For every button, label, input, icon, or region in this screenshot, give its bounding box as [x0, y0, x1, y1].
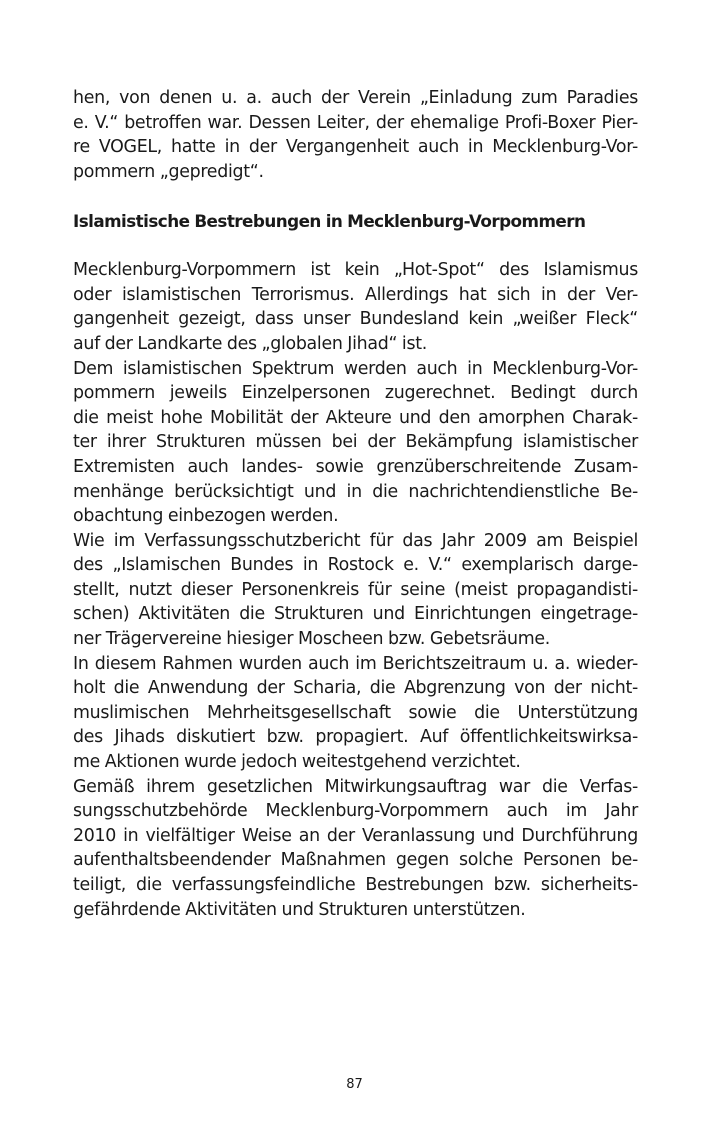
- paragraph-5: [73, 775, 638, 923]
- text-line: Gemäß ihrem gesetzlichen Mitwirkungsauftrag war die Verfas-: [73, 776, 638, 797]
- paragraph-4: [73, 652, 638, 775]
- text-line: schen) Aktivitäten die Strukturen und Einrichtungen eingetrage-: [73, 604, 638, 625]
- intro-paragraph: [73, 86, 638, 184]
- text-line: In diesem Rahmen wurden auch im Berichtszeitraum u. a. wieder-: [73, 653, 638, 674]
- text-line: re VOGEL, hatte in der Vergangenheit auch in Mecklenburg-Vor-: [73, 137, 638, 158]
- text-line: me Aktionen wurde jedoch weitestgehend verzichtet.: [73, 752, 521, 773]
- paragraph-3: [73, 529, 638, 652]
- text-line: pommern „gepredigt“.: [73, 161, 264, 182]
- text-line: die meist hohe Mobilität der Akteure und den amorphen Charak-: [73, 407, 638, 428]
- text-line: Wie im Verfassungsschutzbericht für das Jahr 2009 am Beispiel: [73, 530, 638, 551]
- text-line: ter ihrer Strukturen müssen bei der Bekämpfung islamistischer: [73, 432, 638, 453]
- blank-line: [73, 184, 638, 209]
- text-line: ner Trägervereine hiesiger Moscheen bzw. Gebetsräume.: [73, 629, 551, 650]
- paragraph-1: [73, 258, 638, 356]
- page-body: [73, 86, 638, 922]
- text-line: des „Islamischen Bundes in Rostock e. V.“ exemplarisch darge-: [73, 555, 638, 576]
- text-line: 2010 in vielfältiger Weise an der Veranlassung und Durchführung: [73, 825, 638, 846]
- text-line: Extremisten auch landes- sowie grenzüberschreitende Zusam-: [73, 456, 638, 477]
- text-line: aufenthaltsbeendender Maßnahmen gegen solche Personen be-: [73, 850, 638, 871]
- text-line: gefährdende Aktivitäten und Strukturen unterstützen.: [73, 899, 526, 920]
- blank-line: [73, 234, 638, 259]
- text-line: sungsschutzbehörde Mecklenburg-Vorpommern auch im Jahr: [73, 801, 638, 822]
- paragraph-2: [73, 357, 638, 529]
- text-line: hen, von denen u. a. auch der Verein „Einladung zum Paradies: [73, 88, 638, 108]
- text-line: gangenheit gezeigt, dass unser Bundesland kein „weißer Fleck“: [73, 309, 638, 330]
- text-line: stellt, nutzt dieser Personenkreis für seine (meist propagandisti-: [73, 579, 638, 600]
- text-line: Mecklenburg-Vorpommern ist kein „Hot-Spot“ des Islamismus: [73, 260, 638, 281]
- text-line: muslimischen Mehrheitsgesellschaft sowie die Unterstützung: [73, 702, 638, 723]
- section-heading: Islamistische Bestrebungen in Mecklenburg-Vorpommern: [73, 210, 586, 231]
- text-line: menhänge berücksichtigt und in die nachrichtendienstliche Be-: [73, 481, 638, 502]
- text-line: des Jihads diskutiert bzw. propagiert. Auf öffentlichkeitswirksa-: [73, 727, 638, 748]
- text-line: auf der Landkarte des „globalen Jihad“ ist.: [73, 333, 427, 354]
- text-line: teiligt, die verfassungsfeindliche Bestrebungen bzw. sicherheits-: [73, 875, 638, 895]
- text-line: Dem islamistischen Spektrum werden auch in Mecklenburg-Vor-: [73, 358, 638, 379]
- text-line: obachtung einbezogen werden.: [73, 506, 339, 527]
- text-line: holt die Anwendung der Scharia, die Abgrenzung von der nicht-: [73, 678, 638, 699]
- text-line: oder islamistischen Terrorismus. Allerdings hat sich in der Ver-: [73, 284, 638, 305]
- text-line: e. V.“ betroffen war. Dessen Leiter, der ehemalige Profi-Boxer Pier-: [73, 112, 638, 133]
- page-number: 87: [346, 1077, 363, 1092]
- text-line: pommern jeweils Einzelpersonen zugerechnet. Bedingt durch: [73, 383, 638, 404]
